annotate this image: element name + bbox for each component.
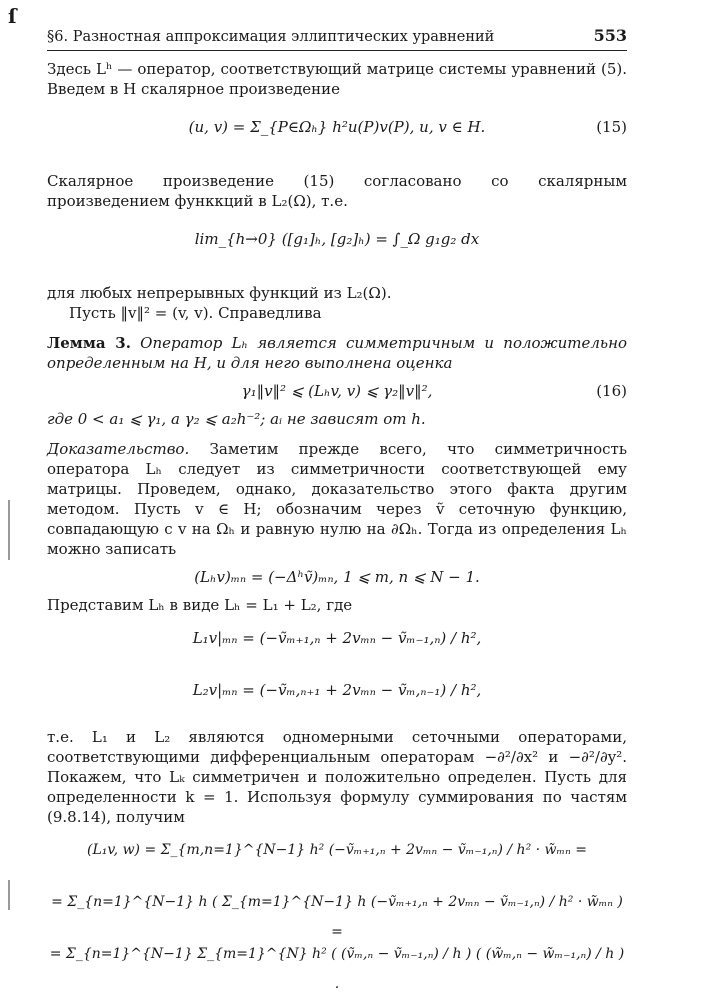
equation-tag: (15) — [596, 118, 627, 136]
lemma-condition: где 0 < a₁ ⩽ γ₁, а γ₂ ⩽ a₂h⁻²; aᵢ не зависят от h. — [47, 410, 426, 428]
formula-sum-1 — [47, 835, 627, 879]
corner-mark: ſ — [8, 4, 17, 28]
header-title: §6. Разностная аппроксимация эллиптических уравнений — [47, 29, 495, 45]
paragraph: для любых непрерывных функций из L₂(Ω). — [47, 284, 392, 302]
proof-label: Доказательство. — [47, 440, 190, 458]
equation-tag: (16) — [596, 382, 627, 400]
paragraph: Пусть ‖v‖² = (v, v). Справедлива — [69, 304, 322, 322]
scan-edge-mark — [8, 880, 10, 910]
formula-text: = Σ_{n=1}^{N−1} Σ_{m=1}^{N} h² ( (ṽₘ,ₙ − ṽₘ₋₁,ₙ) / h ) ( (w̃ₘ,ₙ − w̃ₘ₋₁,ₙ) / h ) . — [49, 946, 625, 992]
formula-text: lim_{h→0} ([g₁]ₕ, [g₂]ₕ) = ∫_Ω g₁g₂ dx — [194, 230, 480, 248]
page — [47, 26, 627, 991]
paragraph: Скалярное произведение (15) согласовано со скалярным произведением функкций в L₂(Ω), т.е. — [47, 172, 627, 210]
formula-text: (u, v) = Σ_{P∈Ωₕ} h²u(P)v(P), u, v ∈ H. — [188, 118, 486, 136]
formula-sum-3 — [47, 939, 627, 992]
paragraph: Представим Lₕ в виде Lₕ = L₁ + L₂, где — [47, 596, 353, 614]
formula-15 — [47, 107, 627, 163]
proof-paragraph — [47, 439, 627, 559]
running-header — [47, 26, 627, 51]
formula-text: L₂v|ₘₙ = (−ṽₘ,ₙ₊₁ + 2vₘₙ − ṽₘ,ₙ₋₁) / h², — [192, 681, 482, 699]
formula-l2 — [47, 675, 627, 719]
paragraph: Здесь Lʰ — оператор, соответствующий матрице системы уравнений (5). Введем в H скалярное произведение — [47, 60, 627, 98]
formula-text: (L₁v, w) = Σ_{m,n=1}^{N−1} h² (−ṽₘ₊₁,ₙ + 2vₘₙ − ṽₘ₋₁,ₙ) / h² · w̃ₘₙ = — [87, 842, 587, 858]
formula-text: (Lₕv)ₘₙ = (−Δʰṽ)ₘₙ, 1 ⩽ m, n ⩽ N − 1. — [194, 568, 480, 586]
lemma-statement — [47, 333, 627, 373]
formula-16 — [47, 381, 627, 401]
scan-edge-mark — [8, 500, 10, 560]
formula-sum-2 — [47, 887, 627, 940]
formula-l1 — [47, 623, 627, 667]
formula-lh — [47, 567, 627, 587]
lemma-title: Лемма 3. — [47, 334, 131, 352]
paragraph: т.е. L₁ и L₂ являются одномерными сеточными операторами, соответствующими дифференциальным операторам −∂²/∂x² и −∂²/∂y². Покажем, что Lₖ симметричен и положительно определен. Пусть для определенности k = 1. Используя формулу суммирования по частям (9.8.14), получим — [47, 728, 627, 826]
formula-text: L₁v|ₘₙ = (−ṽₘ₊₁,ₙ + 2vₘₙ − ṽₘ₋₁,ₙ) / h², — [192, 629, 482, 647]
formula-text: γ₁‖v‖² ⩽ (Lₕv, v) ⩽ γ₂‖v‖², — [241, 382, 433, 400]
lemma-text: Оператор Lₕ является симметричным и положительно определенным на H, и для него выполнена оценка — [47, 334, 627, 372]
formula-limit — [47, 219, 627, 275]
page-number: 553 — [593, 26, 627, 45]
proof-text: Заметим прежде всего, что симметричность оператора Lₕ следует из симметричности соответствующей ему матрицы. Проведем, однако, доказательство этого факта другим методом. Пусть v ∈ H; обозначим через ṽ сеточную функцию, совпадающую с v на Ωₕ и равную нулю на ∂Ωₕ. Тогда из определения Lₕ можно записать — [47, 440, 627, 558]
formula-text: = Σ_{n=1}^{N−1} h ( Σ_{m=1}^{N−1} h (−ṽₘ₊₁,ₙ + 2vₘₙ − ṽₘ₋₁,ₙ) / h² · w̃ₘₙ ) = — [51, 894, 623, 940]
